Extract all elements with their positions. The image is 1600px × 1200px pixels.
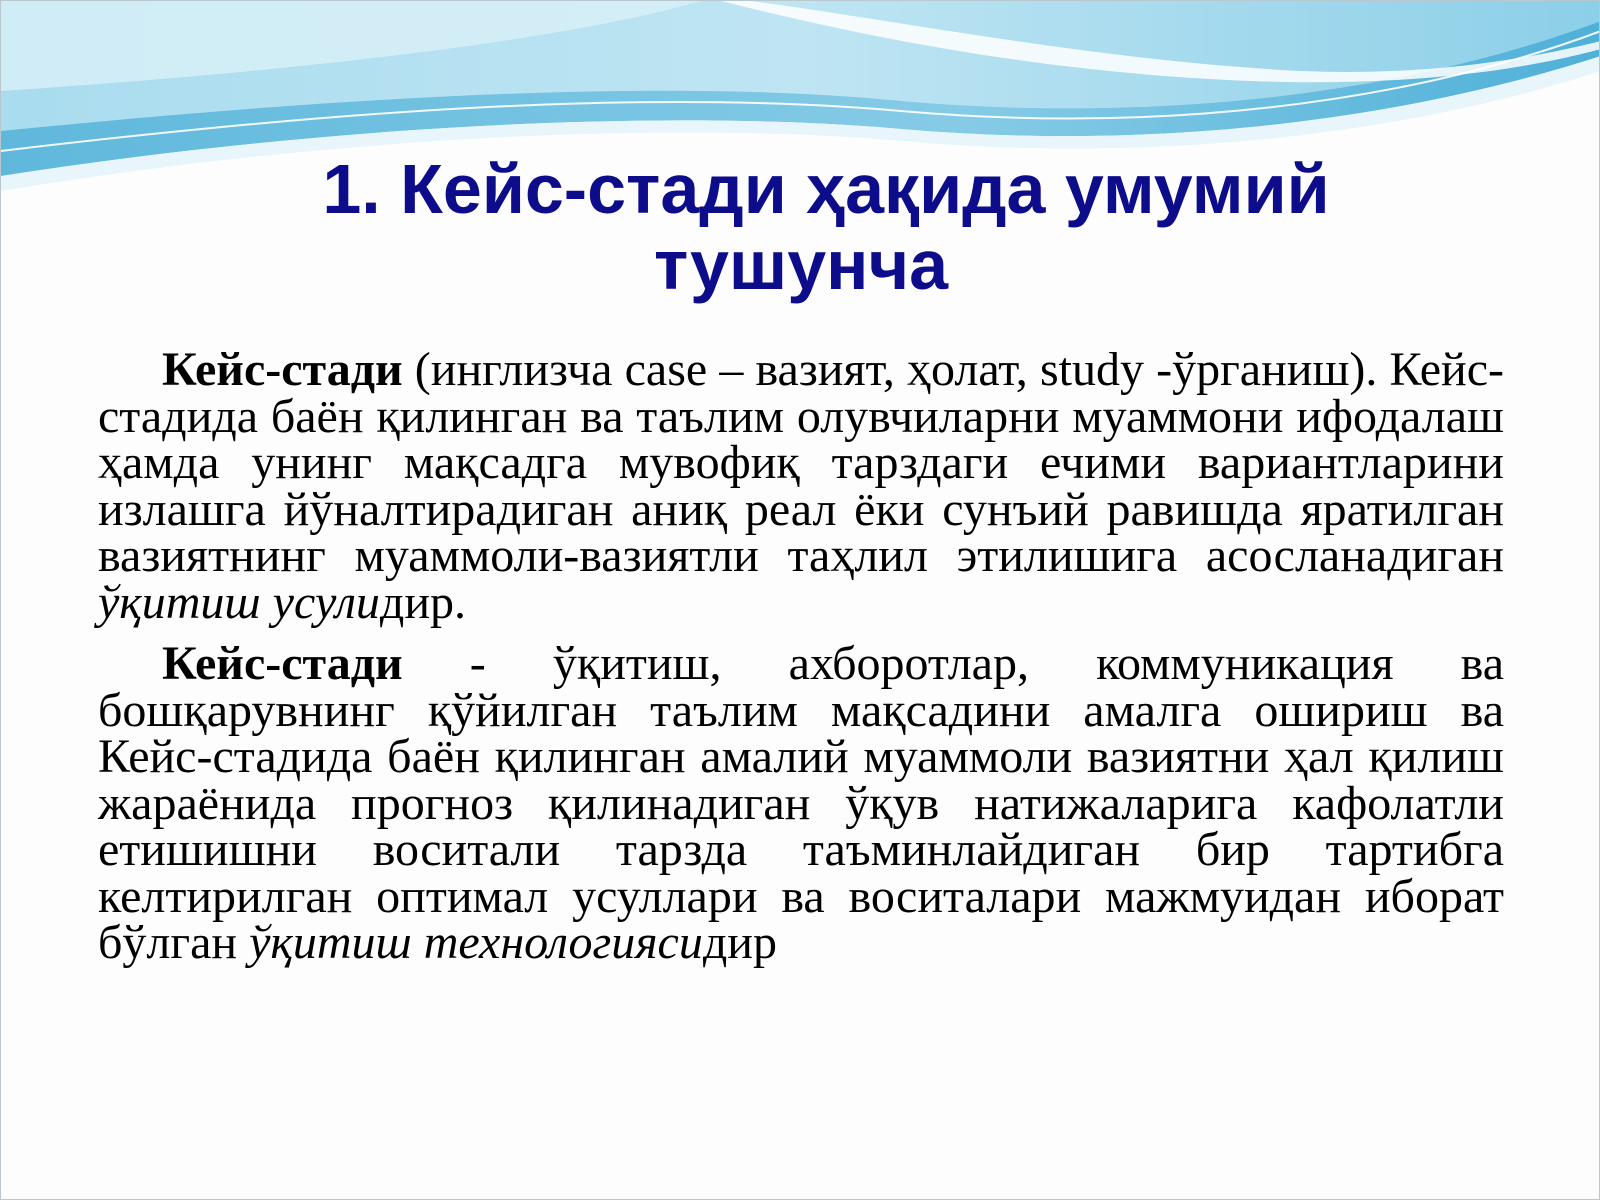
paragraph-definition: [98, 343, 1504, 629]
paragraph-tail: дир.: [379, 575, 466, 629]
slide-body: [98, 343, 1504, 969]
slide-title-line-2: тушунча: [653, 226, 949, 304]
slide-title: [1, 151, 1600, 303]
paragraph-text: - ўқитиш, ахборотлар, коммуникация ва бошқарувнинг қўйилган таълим мақсадини амалга ошириш ва Кейс-стадида баён қилинган амалий муаммоли вазиятни ҳал қилиш жараёнида прогноз қилинадиган ўқув натижаларига кафолатли етишишни воситали тарзда таъминлайдиган бир тартибга келтирилган оптимал усуллари ва воситалари мажмуидан иборат бўлган: [98, 637, 1504, 969]
term-bold: Кейс-стади: [162, 637, 403, 690]
term-bold: Кейс-стади: [162, 343, 403, 396]
paragraph-text: (инглизча case – вазият, ҳолат, study -ўрганиш). Кейс-стадида баён қилинган ва таълим олувчиларни муаммони ифодалаш ҳамда унинг мақсадга мувофиқ тарздаги ечими вариантларини излашга йўналтирадиган аниқ реал ёки сунъий равишда яратилган вазиятнинг муаммоли-вазиятли таҳлил этилишига асосланадиган: [98, 343, 1504, 582]
term-italic: ўқитиш усули: [98, 575, 380, 629]
term-italic: ўқитиш технологияси: [249, 916, 703, 969]
slide-title-line-1: 1. Кейс-стади ҳақида умумий: [322, 150, 1330, 228]
paragraph-technology: [98, 637, 1504, 969]
paragraph-tail: дир: [702, 916, 777, 969]
